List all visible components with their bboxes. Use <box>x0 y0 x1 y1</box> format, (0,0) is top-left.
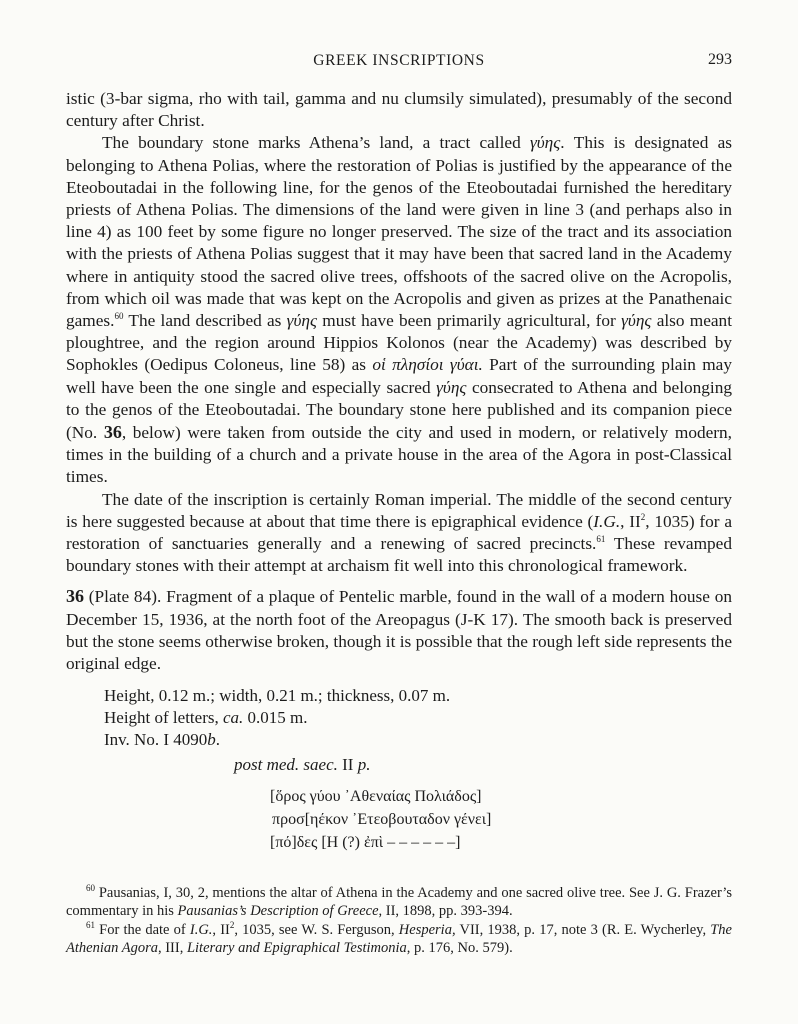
greek-term: γύης <box>286 311 317 331</box>
inscription-line-1: [ὅρος γύου ᾿Αθεναίας Πολιάδος] <box>270 788 482 806</box>
specifications <box>104 685 732 751</box>
paragraph-continuation: istic (3-bar sigma, rho with tail, gamma and nu clumsily simulated), presumably of the second century after Christ. <box>66 89 732 131</box>
footnote-60: $^{60}$ Pausanias, I, 30, 2, mentions the altar of Athena in the Academy and one sacred olive tree. See J. G. Frazer’s commentary in his Pausanias’s Description of Greece, II, 1898, pp. 393-394. <box>66 883 732 920</box>
greek-term: γύης <box>436 377 467 397</box>
greek-quote: οἱ πλησίοι γύαι. <box>372 355 483 375</box>
inventory-number: Inv. No. I 4090b. <box>104 730 220 750</box>
footnotes <box>66 884 732 958</box>
cross-ref-36: 36 <box>103 422 122 443</box>
inscription-text <box>270 785 732 854</box>
inscription-line-2: προσ[ηέκον ᾿Ετεοβουταδον γένει] <box>272 811 492 829</box>
paragraph-boundary-stone: The boundary stone marks Athena’s land, a tract called γύης. This is designated as belonging to Athena Polias, where the restoration of Polias is justified by the appearance of the Eteoboutadai in the following line, for the genos of the Eteoboutadai furnished the hereditary priests of Athena Polias. The dimensions of the land were given in line 3 (and perhaps also in line 4) as 100 feet by some figure no longer preserved. The size of the tract and its association with the priests of Athena Polias suggest that it may have been that sacred land in the Academy where in antiquity stood the sacred olive trees, offshoots of the sacred olive on the Acropolis, from which oil was made that was kept on the Acropolis and given as prizes at the Panathenaic games.$^{60}$ The land described as γύης must have been primarily agricultural, for γύης also meant ploughtree, and the region around Hippios Kolonos (near the Academy) was described by Sophokles (Oedipus Coloneus, line 58) as οἱ πλησίοι γύαι. Part of the surrounding plain may well have been the one single and especially sacred γύης consecrated to Athena and belonging to the genos of the Eteoboutadai. The boundary stone here published and its companion piece (No. 36, below) were taken from outside the city and used in modern, or relatively modern, times in the building of a church and a private house in the area of the Agora in post-Classical times. <box>66 133 733 487</box>
citation-ig: I.G. <box>593 511 621 531</box>
footnote-ref-61[interactable]: 61 <box>596 534 606 545</box>
paragraph-date: The date of the inscription is certainly Roman imperial. The middle of the second century is here suggested because at about that time there is epigraphical evidence (I.G., $II^2$, 1035) for a restoration of sanctuaries generally and a renewing of sacred precincts.$^{61}$ These revamped boundary stones with their attempt at archaism fit well into this chronological framework. <box>66 489 732 576</box>
footnote-ref-60[interactable]: 60 <box>114 311 124 322</box>
dimensions: Height, 0.12 m.; width, 0.21 m.; thickness, 0.07 m. <box>104 686 451 706</box>
main-text <box>66 88 732 854</box>
page-number: 293 <box>708 51 732 68</box>
letter-height: Height of letters, ca. 0.015 m. <box>104 708 308 728</box>
inscription-line-3: [πό]δες [Η (?) ἐπὶ – – – – – –] <box>270 834 461 852</box>
date-line: post med. saec. II p. <box>234 755 371 775</box>
entry-number: 36 <box>66 586 84 607</box>
page-header <box>66 50 732 74</box>
catalog-entry-36: 36 (Plate 84). Fragment of a plaque of Pentelic marble, found in the wall of a modern house on December 15, 1936, at the north foot of the Areopagus (J-K 17). The smooth back is preserved but the stone seems otherwise broken, though it is possible that the rough left side represents the original edge. <box>66 586 732 674</box>
greek-term: γύης <box>529 133 561 153</box>
greek-term: γύης <box>621 311 652 331</box>
footnote-61: $^{61}$ For the date of I.G., $II^2$, 1035, see W. S. Ferguson, Hesperia, VII, 1938, p. 17, note 3 (R. E. Wycherley, The Athenian Agora, III, Literary and Epigraphical Testimonia, p. 176, No. 579). <box>66 919 732 957</box>
running-head: GREEK INSCRIPTIONS <box>313 52 485 69</box>
